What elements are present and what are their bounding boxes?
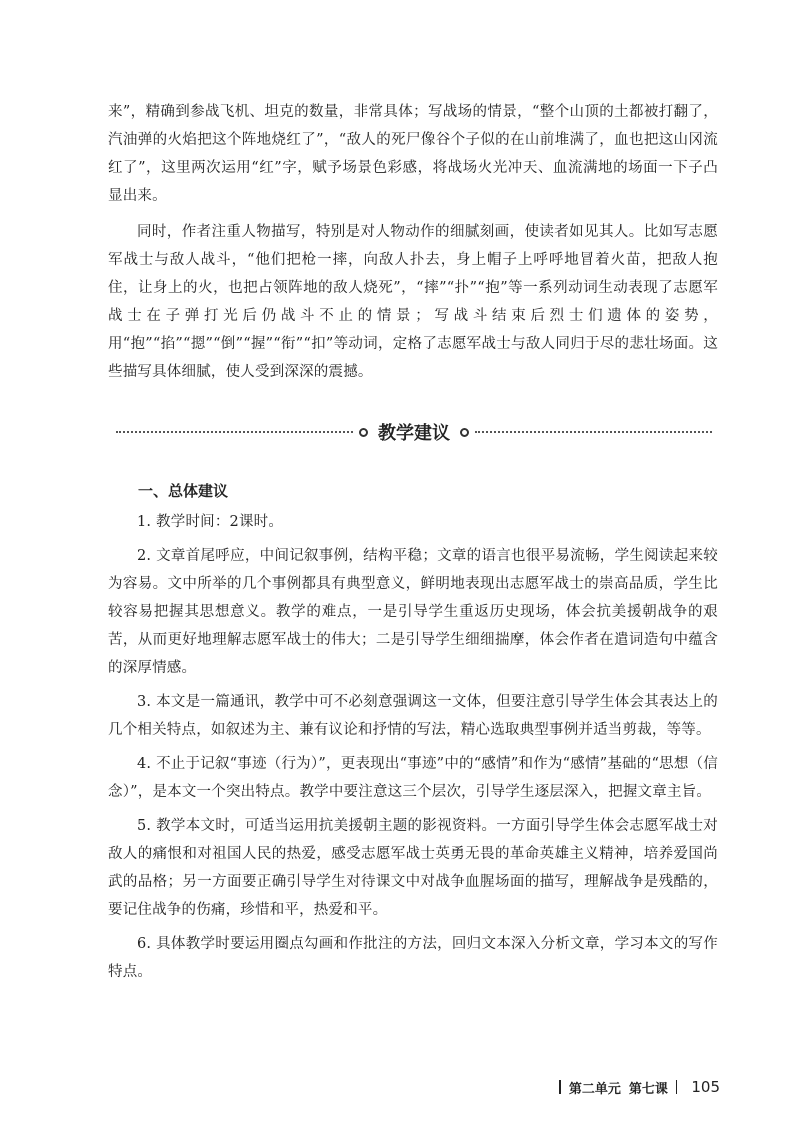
list-item: 5. 教学本文时，可适当运用抗美援朝主题的影视资料。一方面引导学生体会志愿军战士对敌人的痛恨和对祖国人民的热爱，感受志愿军战士英勇无畏的革命英雄主义精神，培养爱国尚武的品格；另一方面要正确引导学生对待课文中对战争血腥场面的描写，理解战争是残酷的，要记住战争的伤痛，珍惜和平，热爱和平。: [108, 818, 718, 918]
dotted-rule-right: [475, 431, 712, 433]
top-text-block: [108, 98, 718, 394]
list-item: 1. 教学时间：2课时。: [137, 514, 284, 530]
section-divider: [116, 420, 712, 444]
dotted-rule-left: [116, 431, 353, 433]
page-number: 105: [691, 1078, 720, 1096]
list-item: 2. 文章首尾呼应，中间记叙事例，结构平稳；文章的语言也很平易流畅，学生阅读起来较为容易。文中所举的几个事例都具有典型意义，鲜明地表现出志愿军战士的崇高品质，学生比较容易把握其思想意义。教学的难点，一是引导学生重返历史现场，体会抗美援朝战争的艰苦，从而更好地理解志愿军战士的伟大；二是引导学生细细揣摩，体会作者在遣词造句中蕴含的深厚情感。: [108, 548, 718, 676]
paragraph: 来”，精确到参战飞机、坦克的数量，非常具体；写战场的情景，“整个山顶的土都被打翻了，汽油弹的火焰把这个阵地烧红了”，“敌人的死尸像谷个子似的在山前堆满了，血也把这山冈流红了”，这里两次运用“红”字，赋予场景色彩感，将战场火光冲天、血流满地的场面一下子凸显出来。: [108, 104, 718, 204]
list-item: 6. 具体教学时要运用圈点勾画和作批注的方法，回归文本深入分析文章，学习本文的写作特点。: [108, 936, 718, 980]
list-item: 3. 本文是一篇通讯，教学中可不必刻意强调这一文体，但要注意引导学生体会其表达上的几个相关特点，如叙述为主、兼有议论和抒情的写法，精心选取典型事例并适当剪裁，等等。: [108, 694, 718, 738]
section-header: [353, 419, 475, 445]
separator-bar: [559, 1080, 561, 1094]
unit-label: 第二单元: [568, 1081, 621, 1097]
page-footer: [551, 1076, 720, 1098]
separator-bar: [676, 1080, 678, 1094]
subsection-heading: 一、总体建议: [138, 482, 229, 500]
list-item: 4. 不止于记叙“事迹（行为）”，更表现出“事迹”中的“感情”和作为“感情”基础的“思想（信念）”，是本文一个突出特点。教学中要注意这三个层次，引导学生逐层深入，把握文章主旨。: [108, 756, 718, 800]
section-title: 教学建议: [378, 423, 450, 444]
suggestions-block: [108, 478, 718, 992]
circle-icon: [359, 428, 368, 437]
lesson-label: 第七课: [628, 1081, 668, 1097]
paragraph: 同时，作者注重人物描写，特别是对人物动作的细腻刻画，使读者如见其人。比如写志愿军战士与敌人战斗，“他们把枪一摔，向敌人扑去，身上帽子上呼呼地冒着火苗，把敌人抱住，让身上的火，也把占领阵地的敌人烧死”，“摔”“扑”“抱”等一系列动词生动表现了志愿军战士在子弹打光后仍战斗不止的情景；写战斗结束后烈士们遗体的姿势，用“抱”“掐”“摁”“倒”“握”“衔”“扣”等动词，定格了志愿军战士与敌人同归于尽的悲壮场面。这些描写具体细腻，使人受到深深的震撼。: [108, 224, 718, 380]
circle-icon: [460, 428, 469, 437]
